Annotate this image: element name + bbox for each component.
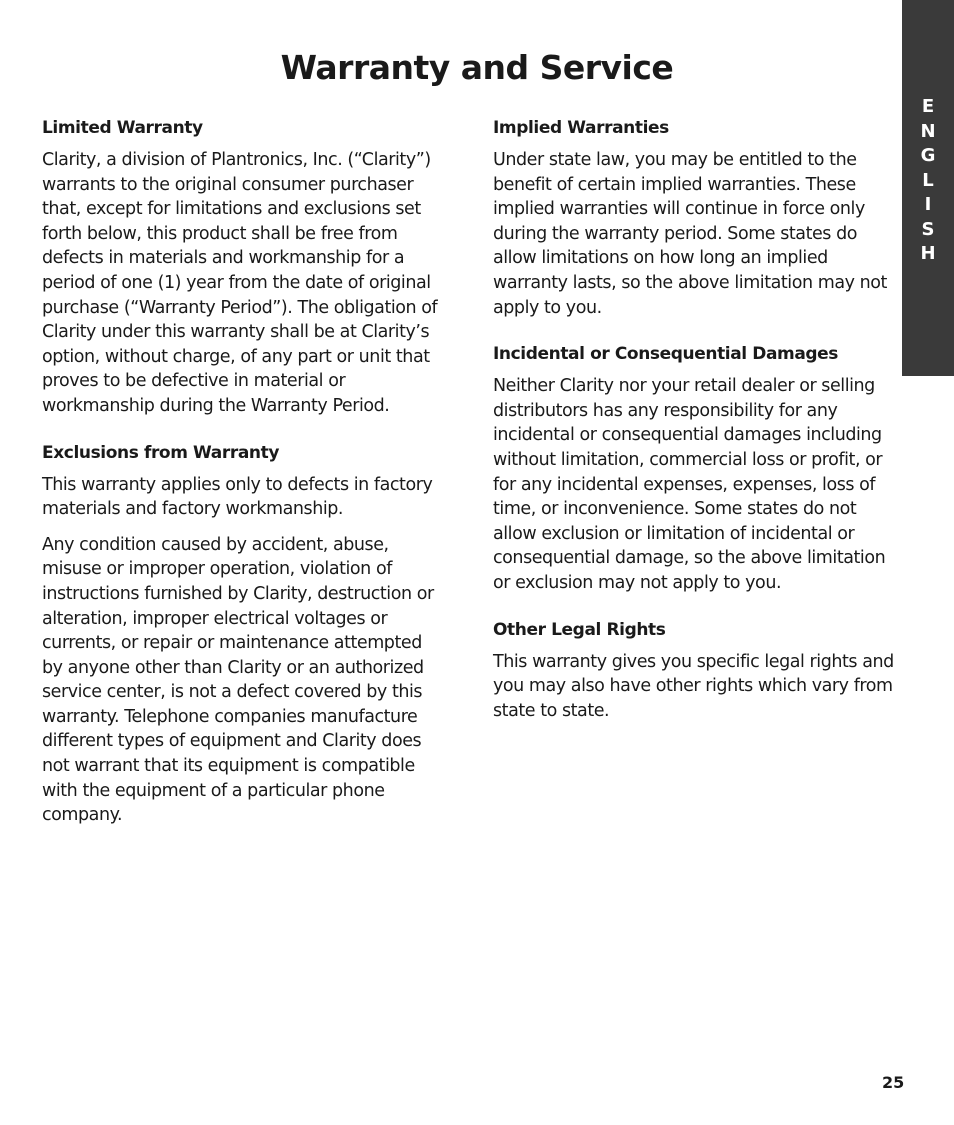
section-heading: Incidental or Consequential Damages [493, 344, 839, 365]
language-tab-letter: N [920, 120, 936, 142]
language-tab-letter: E [921, 96, 935, 117]
limited-warranty-section [42, 116, 444, 419]
section-heading: Implied Warranties [493, 118, 669, 138]
section-heading: Limited Warranty [42, 118, 203, 138]
page-number: 25 [882, 1073, 905, 1092]
other-legal-rights-section [493, 618, 895, 724]
exclusions-section [42, 441, 444, 828]
language-tab-letter: H [920, 243, 936, 264]
section-paragraph: Clarity, a division of Plantronics, Inc. (“Clarity”) warrants to the original consumer purchaser that, except for limitations and exclusions set forth below, this product shall be free from defects in materials and workmanship for a period of one (1) year from the date of original purchase (“Warranty Period”). The obligation of Clarity under this warranty shall be at Clarity’s option, without charge, of any part or unit that proves to be defective in material or workmanship during the Warranty Period. [42, 150, 438, 416]
left-column [42, 116, 444, 850]
section-paragraph: Neither Clarity nor your retail dealer or selling distributors has any responsibility for any incidental or consequential damages including without limitation, commercial loss or profit, or for any incidental expenses, expenses, loss of time, or inconvenience. Some states do not allow exclusion or limitation of incidental or consequential damage, so the above limitation or exclusion may not apply to you. [493, 376, 886, 593]
section-paragraph: Under state law, you may be entitled to the benefit of certain implied warranties. These implied warranties will continue in force only during the warranty period. Some states do allow limitations on how long an implied warranty lasts, so the above limitation may not apply to you. [493, 150, 887, 318]
section-paragraph: Any condition caused by accident, abuse, misuse or improper operation, violation of instructions furnished by Clarity, destruction or alteration, improper electrical voltages or currents, or repair or maintenance attempted by anyone other than Clarity or an authorized service center, is not a defect covered by this warranty. Telephone companies manufacture different types of equipment and Clarity does not warrant that its equipment is compatible with the equipment of a particular phone company. [42, 534, 434, 826]
section-heading: Exclusions from Warranty [42, 442, 280, 463]
language-tab-letters [902, 95, 954, 267]
language-tab-letter: L [922, 169, 934, 191]
implied-warranties-section [493, 116, 895, 320]
section-paragraph: This warranty gives you specific legal rights and you may also have other rights which vary from state to state. [493, 651, 894, 721]
language-tab-letter: I [924, 194, 932, 215]
page-title: Warranty and Service [280, 48, 674, 87]
section-paragraph: This warranty applies only to defects in factory materials and factory workmanship. [42, 474, 433, 520]
language-tab-letter: G [920, 145, 936, 166]
language-tab-letter: S [921, 218, 935, 240]
section-heading: Other Legal Rights [493, 619, 666, 640]
language-tab [902, 0, 954, 376]
incidental-damages-section [493, 342, 895, 595]
right-column [493, 116, 895, 745]
